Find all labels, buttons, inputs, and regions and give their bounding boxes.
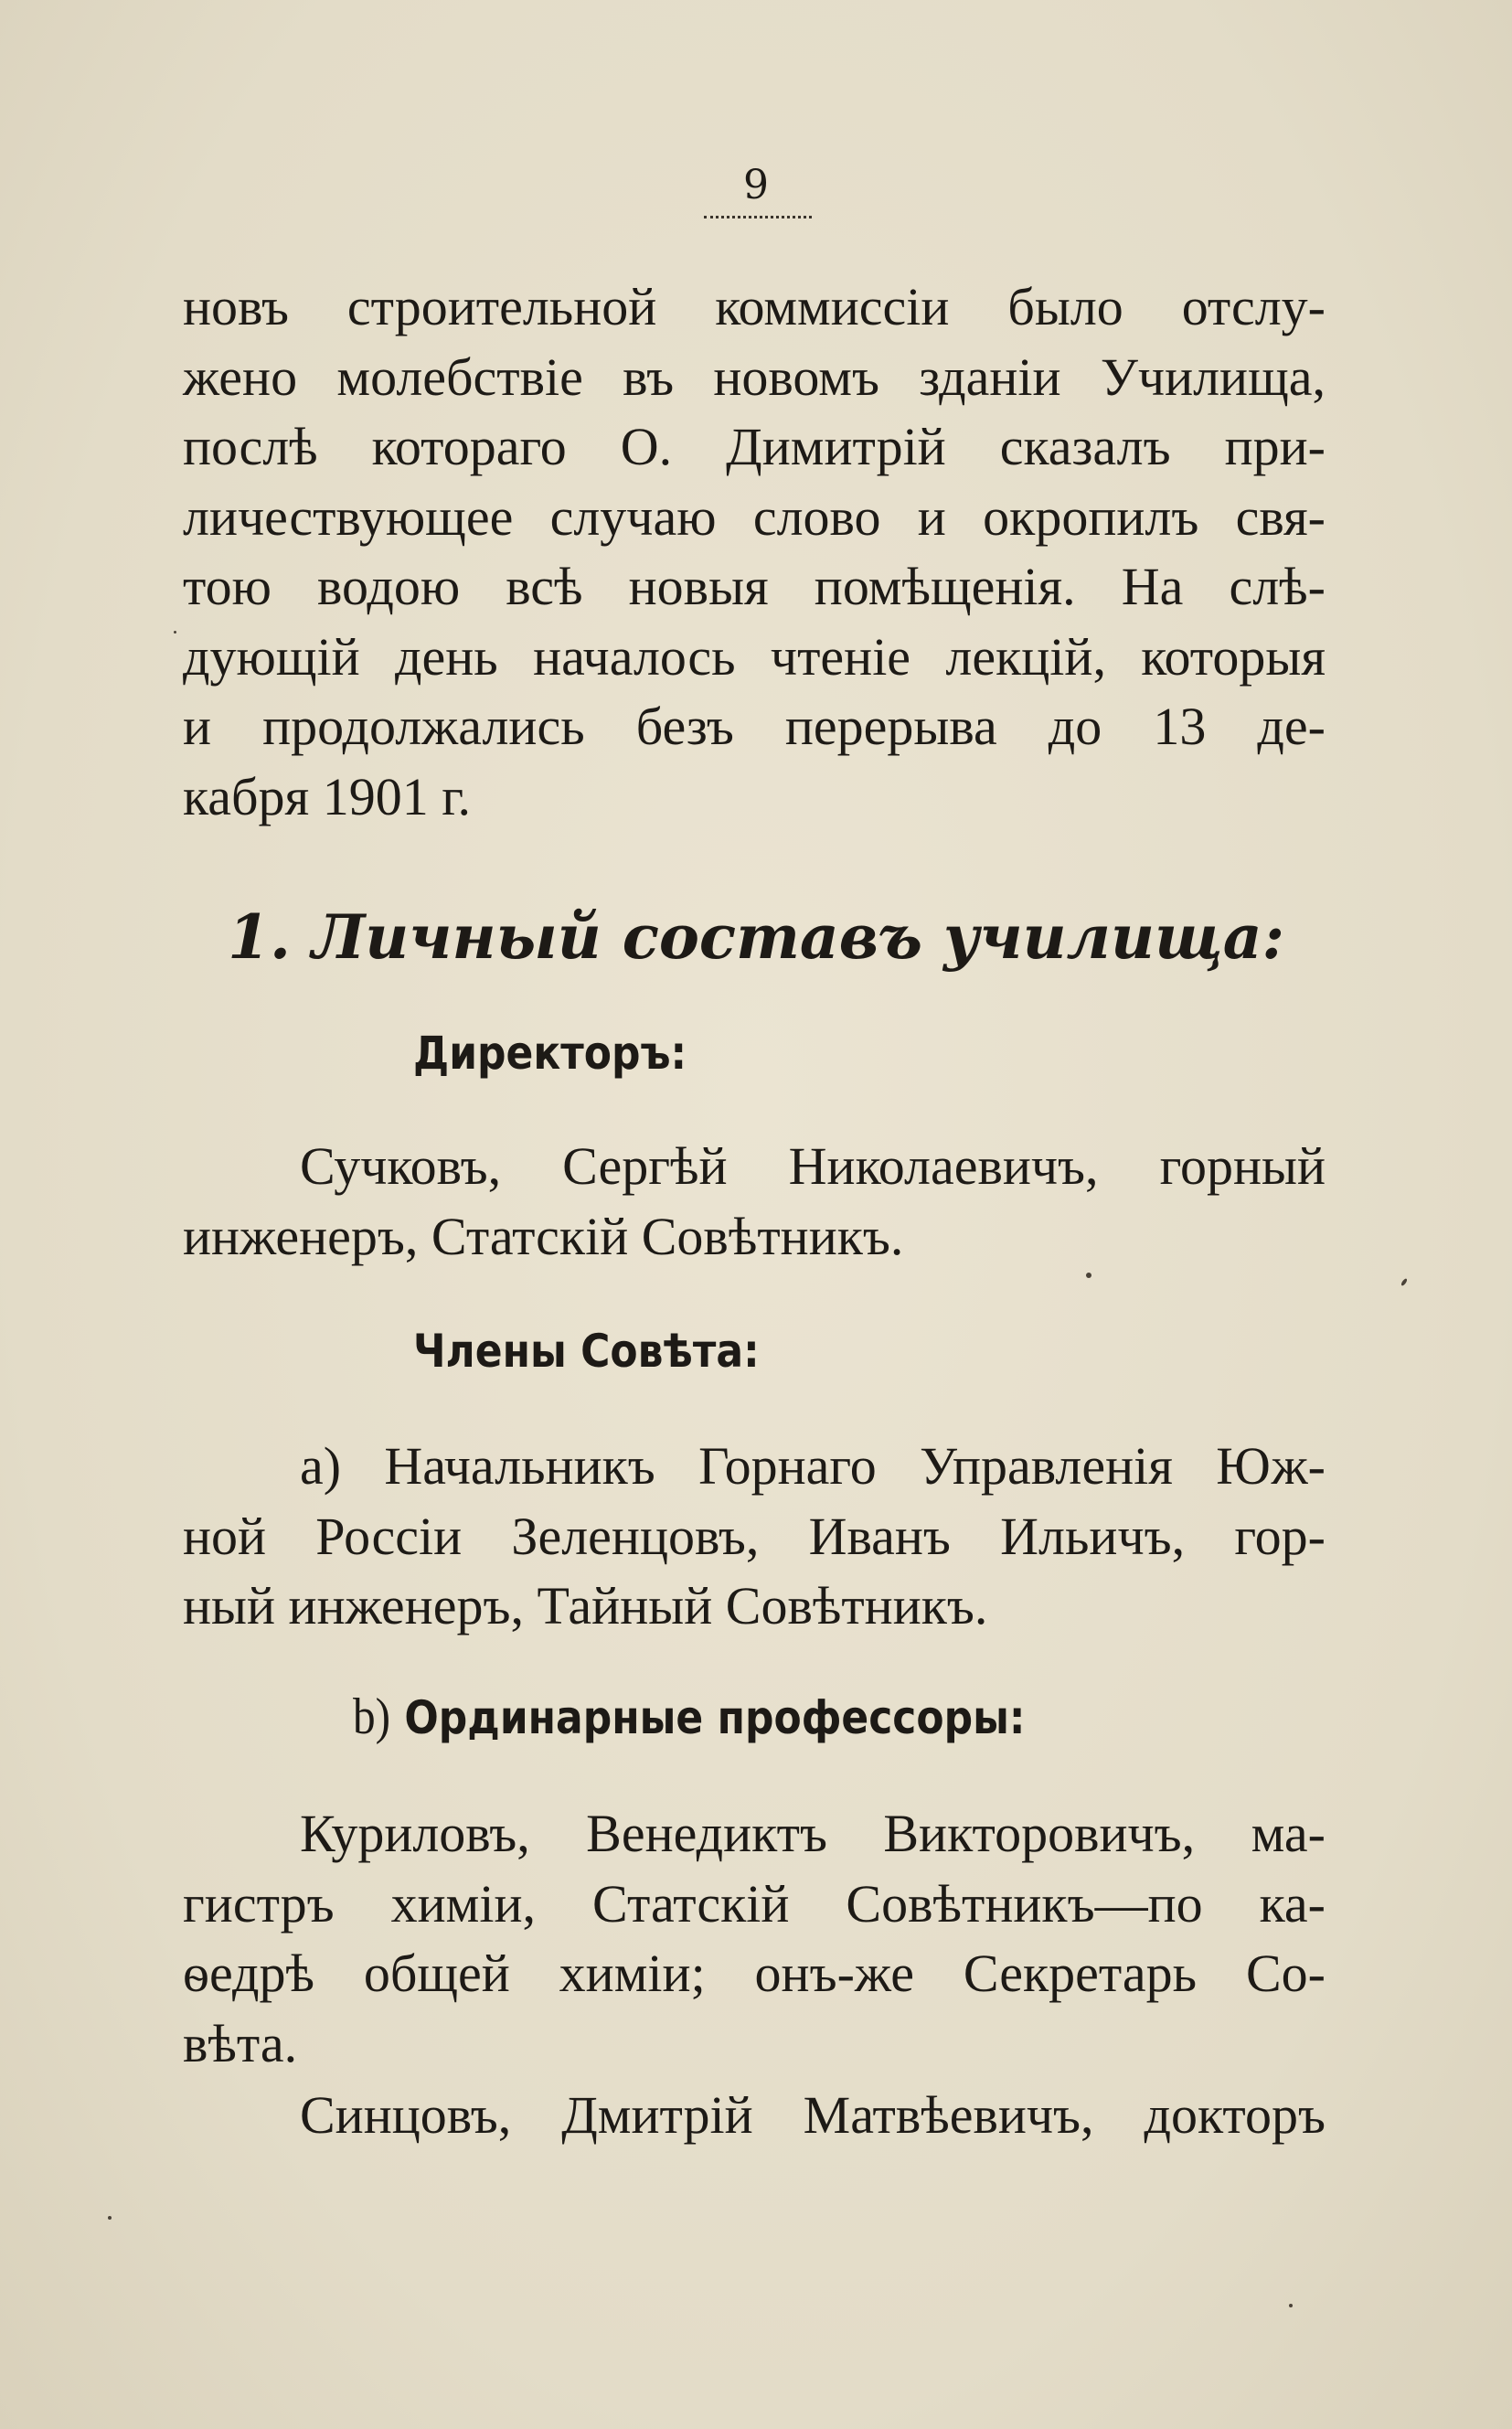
text-line: послѣ котораго О. Димитрій сказалъ при-: [183, 417, 1326, 476]
text-line: дующій день началось чтеніе лекцій, которыя: [183, 626, 1326, 687]
professor-sintsov-paragraph: [183, 2081, 1326, 2151]
text-line: личествующее случаю слово и окропилъ свя-: [183, 486, 1326, 547]
text-line: вѣта.: [183, 2013, 298, 2073]
paper-speck: [174, 631, 176, 634]
text-line: ѳедрѣ общей химіи; онъ-же Секретарь Со-: [183, 1944, 1326, 2003]
council-item-b: [353, 1689, 1026, 1745]
text-line: a) Начальникъ Горнаго Управленія Юж-: [300, 1436, 1326, 1496]
paper-speck: [1289, 2304, 1293, 2307]
council-heading: Члены Совѣта:: [413, 1325, 760, 1378]
director-paragraph: [183, 1132, 1326, 1272]
intro-paragraph: [183, 272, 1326, 832]
text-line: ной Россіи Зеленцовъ, Иванъ Ильичъ, гор-: [183, 1506, 1326, 1566]
section-title: 1. Личный составъ училища:: [228, 901, 1284, 973]
text-line: тою водою всѣ новыя помѣщенія. На слѣ-: [183, 557, 1326, 616]
page-number-rule: [704, 216, 812, 218]
text-line: ный инженеръ, Тайный Совѣтникъ.: [183, 1576, 988, 1635]
page-number: 9: [743, 162, 769, 208]
text-line: инженеръ, Статскій Совѣтникъ.: [183, 1206, 904, 1266]
paper-speck: [1086, 1273, 1091, 1278]
professor-kurilov-paragraph: [183, 1799, 1326, 2079]
text-line: и продолжались безъ перерыва до 13 де-: [183, 697, 1326, 756]
director-heading: Директоръ:: [413, 1027, 687, 1080]
text-line: жено молебствіе въ новомъ зданіи Училища,: [183, 346, 1326, 407]
item-b-marker: b): [353, 1689, 391, 1745]
paper-speck: [1400, 1278, 1408, 1287]
text-line: кабря 1901 г.: [183, 766, 471, 826]
professors-heading: Ординарные профессоры:: [404, 1691, 1026, 1744]
text-line: Синцовъ, Дмитрій Матвѣевичъ, докторъ: [300, 2085, 1326, 2145]
paper-speck: [108, 2216, 112, 2220]
council-item-a: [183, 1432, 1326, 1642]
text-line: гистръ химіи, Статскій Совѣтникъ—по ка-: [183, 1873, 1326, 1934]
text-line: Куриловъ, Венедиктъ Викторовичъ, ма-: [300, 1804, 1326, 1863]
text-line: новъ строительной коммиссіи было отслу-: [183, 277, 1326, 336]
text-line: Сучковъ, Сергѣй Николаевичъ, горный: [300, 1136, 1326, 1196]
